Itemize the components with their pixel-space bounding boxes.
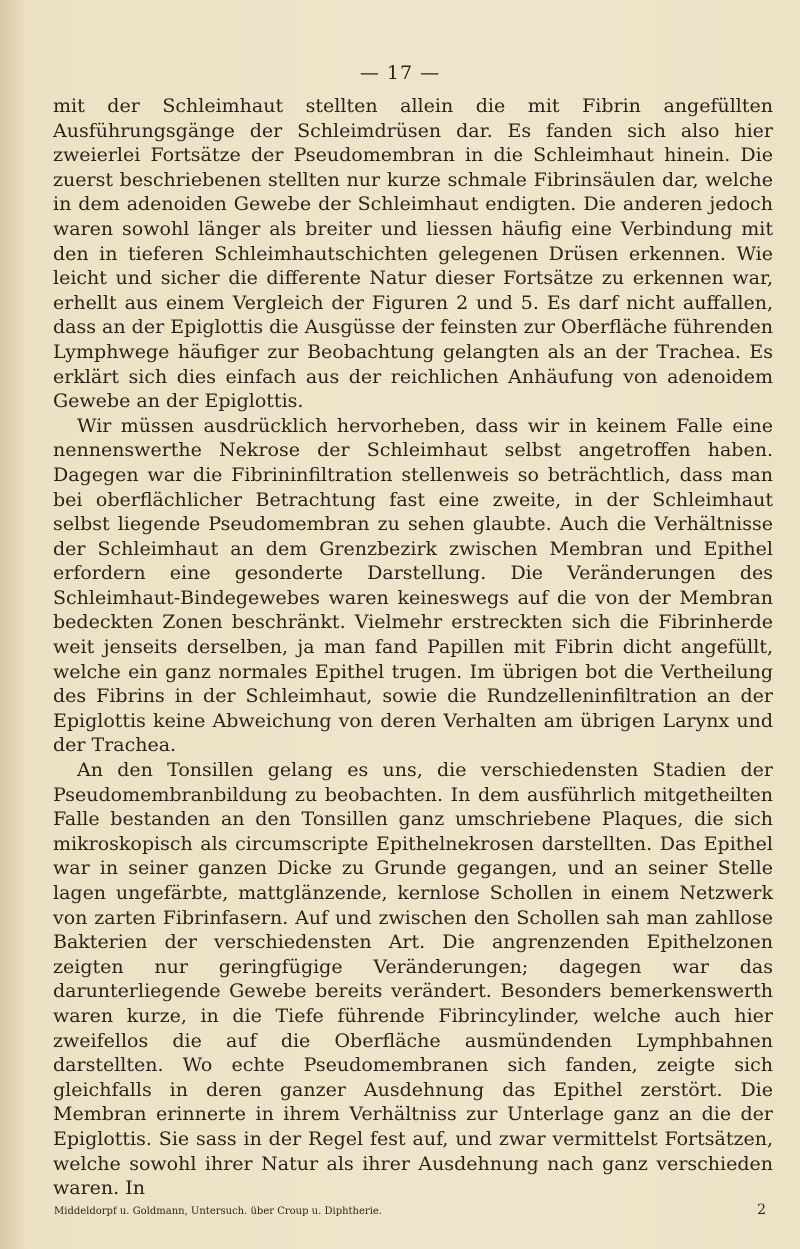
page-footer: [54, 1202, 774, 1218]
signature-mark: 2: [757, 1202, 766, 1218]
body-text: [53, 94, 773, 1201]
page-number-header: — 17 —: [359, 62, 441, 84]
paragraph: mit der Schleimhaut stellten allein die mit Fibrin angefüllten Ausführungsgänge der Schleimdrüsen dar. Es fanden sich also hier zweierlei Fortsätze der Pseudomembran in die Schleimhaut hinein. Die zuerst beschriebenen stellten nur kurze schmale Fibrinsäulen dar, welche in dem adenoiden Gewebe der Schleimhaut endigten. Die anderen jedoch waren sowohl länger als breiter und liessen häufig eine Verbindung mit den in tieferen Schleimhautschichten gelegenen Drüsen erkennen. Wie leicht und sicher die differente Natur dieser Fortsätze zu erkennen war, erhellt aus einem Vergleich der Figuren 2 und 5. Es darf nicht auffallen, dass an der Epiglottis die Ausgüsse der feinsten zur Oberfläche führenden Lymphwege häufiger zur Beobachtung gelangten als an der Trachea. Es erklärt sich dies einfach aus der reichlichen Anhäufung von adenoidem Gewebe an der Epiglottis.: [53, 95, 773, 413]
paragraph: An den Tonsillen gelang es uns, die verschiedensten Stadien der Pseudomembranbildung zu beobachten. In dem ausführlich mitgetheilten Falle bestanden an den Tonsillen ganz umschriebene Plaques, die sich mikroskopisch als circumscripte Epithelnekrosen darstellten. Das Epithel war in seiner ganzen Dicke zu Grunde gegangen, und an seiner Stelle lagen ungefärbte, mattglänzende, kernlose Schollen in einem Netzwerk von zarten Fibrinfasern. Auf und zwischen den Schollen sah man zahllose Bakterien der verschiedensten Art. Die angrenzenden Epithelzonen zeigten nur geringfügige Veränderungen; dagegen war das darunterliegende Gewebe bereits verändert. Besonders bemerkenswerth waren kurze, in die Tiefe führende Fibrincylinder, welche auch hier zweifellos die auf die Oberfläche ausmündenden Lymphbahnen darstellten. Wo echte Pseudomembranen sich fanden, zeigte sich gleichfalls in deren ganzer Ausdehnung das Epithel zerstört. Die Membran erinnerte in ihrem Verhältniss zur Unterlage ganz an die der Epiglottis. Sie sass in der Regel fest auf, und zwar vermittelst Fortsätzen, welche sowohl ihrer Natur als ihrer Ausdehnung nach ganz verschieden waren. In: [53, 759, 773, 1200]
paragraph: Wir müssen ausdrücklich hervorheben, dass wir in keinem Falle eine nennenswerthe Nekrose der Schleimhaut selbst angetroffen haben. Dagegen war die Fibrininfiltration stellenweis so beträchtlich, dass man bei oberflächlicher Betrachtung fast eine zweite, in der Schleimhaut selbst liegende Pseudomembran zu sehen glaubte. Auch die Verhältnisse der Schleimhaut an dem Grenzbezirk zwischen Membran und Epithel erfordern eine gesonderte Darstellung. Die Veränderungen des Schleimhaut-Bindegewebes waren keineswegs auf die von der Membran bedeckten Zonen beschränkt. Vielmehr erstreckten sich die Fibrinherde weit jenseits derselben, ja man fand Papillen mit Fibrin dicht angefüllt, welche ein ganz normales Epithel trugen. Im übrigen bot die Vertheilung des Fibrins in der Schleimhaut, sowie die Rundzelleninfiltration an der Epiglottis keine Abweichung von deren Verhalten am übrigen Larynx und der Trachea.: [53, 414, 773, 757]
footer-citation: Middeldorpf u. Goldmann, Untersuch. über Croup u. Diphtherie.: [54, 1206, 382, 1217]
